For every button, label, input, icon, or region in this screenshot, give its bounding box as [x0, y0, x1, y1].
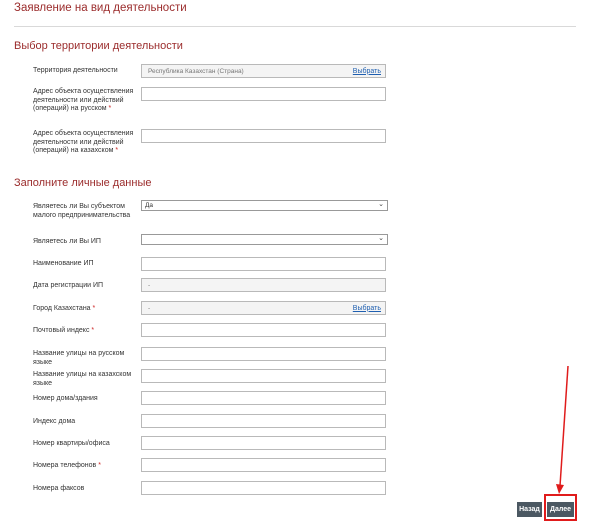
house-index-label: Индекс дома	[33, 418, 76, 425]
house-no-label: Номер дома/здания	[33, 395, 98, 402]
territory-select-link[interactable]: Выбрать	[352, 67, 381, 75]
ip-reg-date-input[interactable]: -	[141, 278, 386, 292]
small-business-label: Являетесь ли Вы субъектом малого предпринимательства	[33, 203, 131, 219]
page-title: Заявление на вид деятельности	[14, 2, 187, 14]
phones-label: Номера телефонов *	[33, 462, 101, 469]
address-ru-label: Адрес объекта осуществления деятельности или действий (операций) на русском *	[33, 88, 134, 112]
postal-index-label: Почтовый индекс *	[33, 327, 95, 334]
address-kz-label: Адрес объекта осуществления деятельности или действий (операций) на казахском *	[33, 130, 134, 154]
city-label: Город Казахстана *	[33, 305, 96, 312]
ip-reg-date-label: Дата регистрации ИП	[33, 282, 104, 289]
street-kz-label: Название улицы на казахском языке	[33, 371, 132, 387]
section-title-territory: Выбор территории деятельности	[14, 40, 183, 52]
small-business-select[interactable]: Да ⌄	[141, 200, 388, 211]
ip-name-label: Наименование ИП	[33, 260, 94, 267]
apartment-label: Номер квартиры/офиса	[33, 440, 110, 447]
back-button[interactable]: Назад	[517, 502, 542, 517]
chevron-down-icon: ⌄	[378, 201, 384, 208]
next-button[interactable]: Далее	[547, 502, 574, 517]
territory-label: Территория деятельности	[33, 67, 118, 74]
chevron-down-icon: ⌄	[378, 235, 384, 242]
faxes-label: Номера факсов	[33, 485, 85, 492]
street-ru-label: Название улицы на русском языке	[33, 350, 125, 366]
is-ip-label: Являетесь ли Вы ИП	[33, 238, 101, 245]
city-select-link[interactable]: Выбрать	[352, 304, 381, 312]
city-field[interactable]: - Выбрать	[141, 301, 386, 315]
territory-value: Республика Казахстан (Страна)	[148, 67, 244, 75]
section-title-personal: Заполните личные данные	[14, 177, 152, 189]
